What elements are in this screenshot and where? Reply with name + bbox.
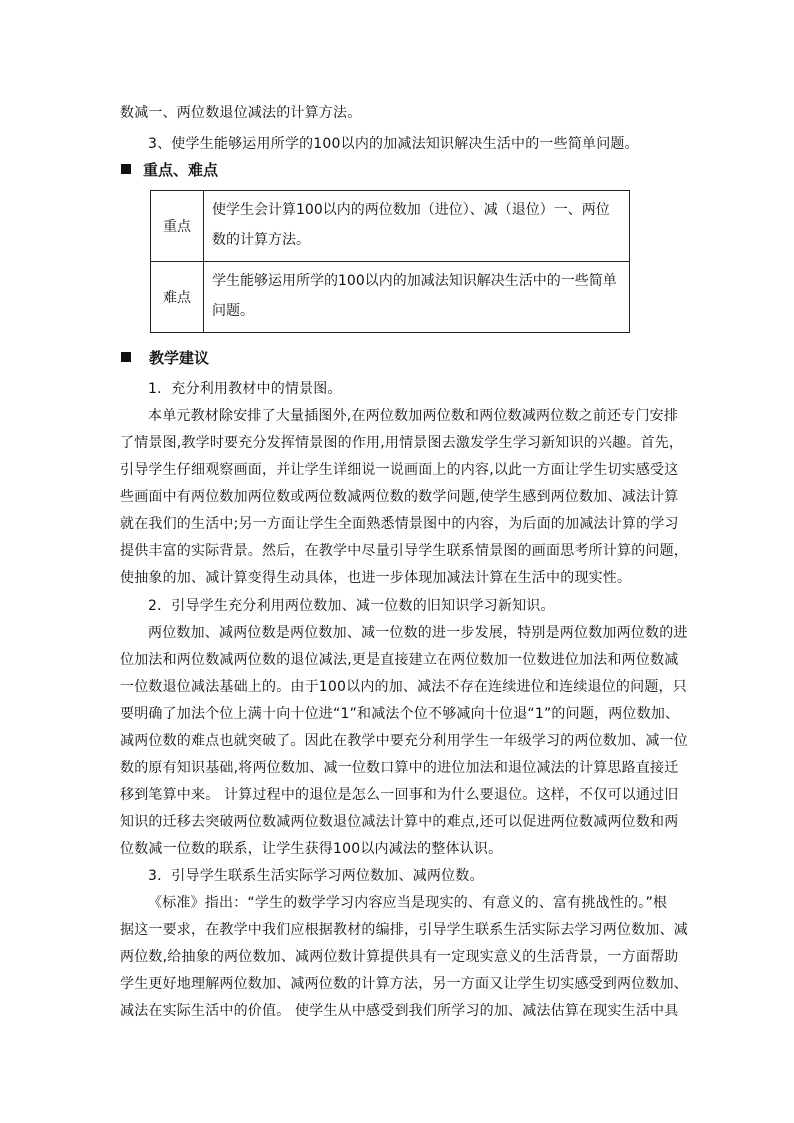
paragraph-line: 位加法和两位数减两位数的退位减法,更是直接建立在两位数加一位数进位加法和两位数减 (120, 652, 679, 668)
section-heading-suggestions (121, 348, 209, 368)
paragraph-line: 些画面中有两位数加两位数或两位数减两位数的数学问题,使学生感到两位数加、减法计算 (120, 489, 679, 505)
paragraph-line: 减两位数的难点也就突破了。因此在教学中要充分利用学生一年级学习的两位数加、减一位 (120, 733, 688, 749)
paragraph-line: 《标准》指出：“学生的数学学习内容应当是现实的、有意义的、富有挑战性的。”根 (148, 895, 668, 911)
square-bullet-icon (121, 352, 131, 362)
paragraph-line: 减法在实际生活中的价值。 使学生从中感受到我们所学习的加、减法估算在现实生活中具 (120, 1003, 679, 1019)
square-bullet-icon (121, 164, 131, 174)
paragraph-line: 本单元教材除安排了大量插图外,在两位数加两位数和两位数减两位数之前还专门安排 (148, 408, 679, 424)
paragraph-line: 位数减一位数的联系，让学生获得100以内减法的整体认识。 (120, 841, 503, 857)
paragraph-line: 了情景图,教学时要充分发挥情景图的作用,用情景图去激发学生学习新知识的兴趣。首先， (120, 435, 684, 451)
paragraph-line: 学生更好地理解两位数加、减两位数的计算方法，另一方面又让学生切实感受到两位数加、 (120, 976, 688, 992)
table-row (151, 191, 630, 262)
paragraph-line: 引导学生仔细观察画面，并让学生详细说一说画面上的内容,以此一方面让学生切实感受这 (120, 462, 679, 478)
paragraph-line: 两位数加、减两位数是两位数加、减一位数的进一步发展，特别是两位数加两位数的进 (148, 625, 688, 641)
paragraph-line: 两位数,给抽象的两位数加、减两位数计算提供具有一定现实意义的生活背景，一方面帮助 (120, 949, 679, 965)
table-row (151, 262, 630, 333)
paragraph-line: 1．充分利用教材中的情景图。 (148, 381, 342, 397)
row-text: 学生能够运用所学的100以内的加减法知识解决生活中的一些简单问题。 (204, 262, 630, 333)
section-title: 教学建议 (149, 349, 210, 367)
row-text: 使学生会计算100以内的两位数加（进位）、减（退位）一、两位数的计算方法。 (204, 191, 630, 262)
intro-line-1: 数减一、两位数退位减法的计算方法。 (120, 105, 362, 121)
row-label: 重点 (151, 191, 204, 262)
paragraph-line: 提供丰富的实际背景。然后，在教学中尽量引导学生联系情景图的画面思考所计算的问题， (120, 543, 688, 559)
key-points-table (150, 190, 630, 333)
row-label: 难点 (151, 262, 204, 333)
paragraph-line: 知识的迁移去突破两位数减两位数退位减法计算中的难点,还可以促进两位数减两位数和两 (120, 814, 679, 830)
paragraph-line: 3．引导学生联系生活实际学习两位数加、减两位数。 (148, 868, 484, 884)
paragraph-line: 数的原有知识基础,将两位数加、减一位数口算中的进位加法和退位减法的计算思路直接迁 (120, 760, 679, 776)
paragraph-line: 移到笔算中来。 计算过程中的退位是怎么一回事和为什么要退位。这样，不仅可以通过旧 (120, 787, 679, 803)
paragraph-line: 一位数退位减法基础上的。由于100以内的加、减法不存在连续进位和连续退位的问题，只 (120, 679, 687, 695)
paragraph-line: 据这一要求，在教学中我们应根据教材的编排，引导学生联系生活实际去学习两位数加、减 (120, 922, 688, 938)
paragraph-line: 就在我们的生活中;另一方面让学生全面熟悉情景图中的内容，为后面的加减法计算的学习 (120, 516, 679, 532)
section-title: 重点、难点 (143, 161, 219, 179)
paragraph-line: 要明确了加法个位上满十向十位进“1”和减法个位不够减向十位退“1”的问题，两位数加、 (120, 706, 680, 722)
intro-line-2: 3、使学生能够运用所学的100以内的加减法知识解决生活中的一些简单问题。 (148, 136, 639, 152)
paragraph-line: 使抽象的加、减计算变得生动具体，也进一步体现加减法计算在生活中的现实性。 (120, 570, 632, 586)
section-heading-key-points (121, 160, 218, 180)
paragraph-line: 2．引导学生充分利用两位数加、减一位数的旧知识学习新知识。 (148, 598, 555, 614)
